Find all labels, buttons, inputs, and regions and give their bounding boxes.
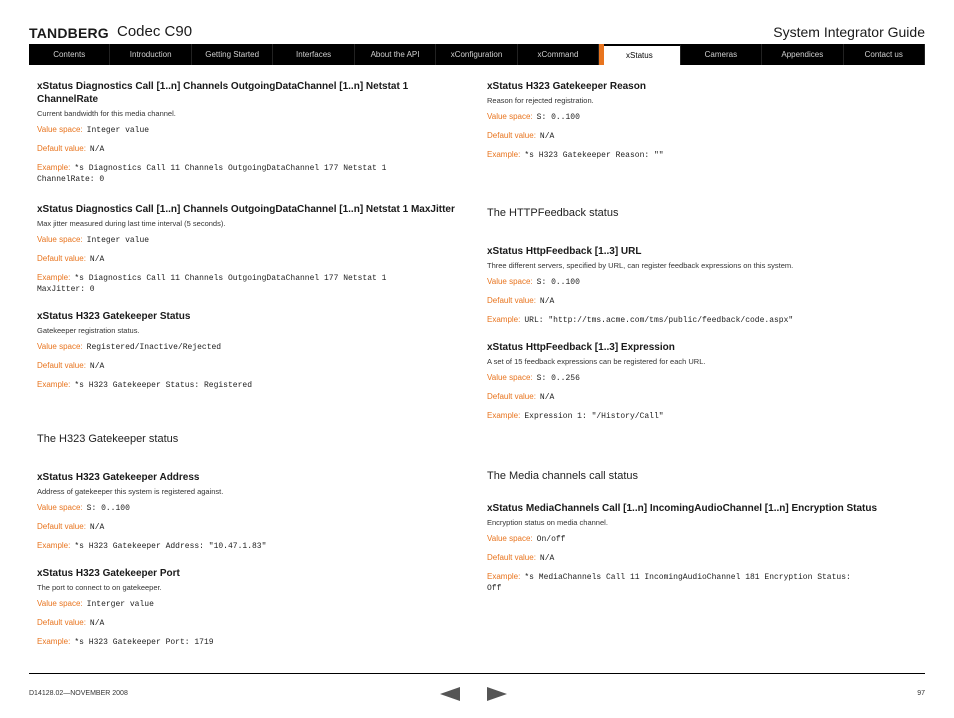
default-value-label: Default value: — [487, 553, 536, 562]
default-value: N/A — [539, 393, 555, 402]
status-entry — [37, 471, 457, 552]
default-value: N/A — [89, 619, 105, 628]
entry-title: xStatus HttpFeedback [1..3] URL — [487, 246, 642, 257]
value-space: S: 0..256 — [536, 374, 580, 383]
value-space-label: Value space: — [37, 503, 83, 512]
brand-logo: TANDBERG — [29, 25, 109, 41]
value-space: Interger value — [86, 600, 154, 609]
default-value: N/A — [539, 297, 555, 306]
status-entry — [37, 203, 457, 295]
entry-description: The port to connect to on gatekeeper. — [37, 583, 162, 592]
entry-description: Three different servers, specified by URL, can register feedback expressions on this system. — [487, 261, 794, 270]
entry-title: xStatus Diagnostics Call [1..n] Channels OutgoingDataChannel [1..n] Netstat 1 ChannelRate — [37, 81, 409, 105]
example-label: Example: — [37, 273, 71, 282]
value-space: S: 0..100 — [536, 113, 580, 122]
guide-title: System Integrator Guide — [773, 24, 925, 40]
section-heading: The H323 Gatekeeper status — [37, 433, 179, 445]
entry-title: xStatus H323 Gatekeeper Reason — [487, 81, 646, 92]
default-value-label: Default value: — [37, 361, 86, 370]
status-entry — [37, 310, 457, 391]
example-label: Example: — [37, 541, 71, 550]
default-value-label: Default value: — [37, 144, 86, 153]
entry-title: xStatus H323 Gatekeeper Port — [37, 568, 180, 579]
value-space: Integer value — [86, 126, 150, 135]
entry-title: xStatus H323 Gatekeeper Status — [37, 311, 191, 322]
tab-getting-started[interactable]: Getting Started — [192, 44, 273, 65]
tab-contact-us[interactable]: Contact us — [844, 44, 925, 65]
entry-description: Address of gatekeeper this system is registered against. — [37, 487, 224, 496]
tab-appendices[interactable]: Appendices — [762, 44, 843, 65]
example-label: Example: — [37, 380, 71, 389]
product-name: Codec C90 — [117, 23, 193, 40]
tab-contents[interactable]: Contents — [29, 44, 110, 65]
example-label: Example: — [37, 637, 71, 646]
entry-description: Max jitter measured during last time interval (5 seconds). — [37, 219, 226, 228]
previous-page-icon[interactable] — [440, 687, 460, 701]
example-label: Example: — [487, 150, 521, 159]
example-label: Example: — [487, 572, 521, 581]
value-space-label: Value space: — [37, 125, 83, 134]
default-value-label: Default value: — [37, 618, 86, 627]
tab-cameras[interactable]: Cameras — [681, 44, 762, 65]
entry-description: Encryption status on media channel. — [487, 518, 608, 527]
entry-title: xStatus H323 Gatekeeper Address — [37, 472, 200, 483]
value-space-label: Value space: — [37, 342, 83, 351]
example-label: Example: — [487, 411, 521, 420]
default-value: N/A — [539, 132, 555, 141]
value-space-label: Value space: — [487, 112, 533, 121]
value-space-label: Value space: — [37, 235, 83, 244]
tab-introduction[interactable]: Introduction — [110, 44, 191, 65]
default-value-label: Default value: — [37, 254, 86, 263]
right-column — [487, 80, 907, 609]
default-value: N/A — [89, 523, 105, 532]
example-label: Example: — [487, 315, 521, 324]
tab-interfaces[interactable]: Interfaces — [273, 44, 354, 65]
default-value-label: Default value: — [487, 296, 536, 305]
status-entry — [487, 245, 907, 326]
example-value: *s H323 Gatekeeper Status: Registered — [74, 381, 252, 390]
tab-xcommand[interactable]: xCommand — [518, 44, 599, 65]
entry-description: A set of 15 feedback expressions can be registered for each URL. — [487, 357, 706, 366]
entry-title: xStatus HttpFeedback [1..3] Expression — [487, 342, 675, 353]
value-space: Integer value — [86, 236, 150, 245]
value-space: S: 0..100 — [536, 278, 580, 287]
tab-about-the-api[interactable]: About the API — [355, 44, 436, 65]
entry-title: xStatus Diagnostics Call [1..n] Channels OutgoingDataChannel [1..n] Netstat 1 MaxJitter — [37, 204, 455, 215]
default-value: N/A — [539, 554, 555, 563]
default-value: N/A — [89, 145, 105, 154]
entry-description: Reason for rejected registration. — [487, 96, 594, 105]
value-space: On/off — [536, 535, 566, 544]
page-header — [29, 22, 925, 44]
entry-description: Gatekeeper registration status. — [37, 326, 140, 335]
status-entry — [37, 567, 457, 648]
default-value: N/A — [89, 255, 105, 264]
footer-divider — [29, 673, 925, 674]
entry-title: xStatus MediaChannels Call [1..n] IncomingAudioChannel [1..n] Encryption Status — [487, 503, 878, 514]
status-entry — [487, 80, 907, 161]
example-value: *s H323 Gatekeeper Address: "10.47.1.83" — [74, 542, 267, 551]
example-value: *s Diagnostics Call 11 Channels OutgoingDataChannel 177 Netstat 1 ChannelRate: 0 — [37, 164, 387, 184]
value-space: Registered/Inactive/Rejected — [86, 343, 222, 352]
section-heading: The HTTPFeedback status — [487, 207, 619, 219]
value-space-label: Value space: — [37, 599, 83, 608]
value-space-label: Value space: — [487, 277, 533, 286]
next-page-icon[interactable] — [487, 687, 507, 701]
tab-xconfiguration[interactable]: xConfiguration — [436, 44, 517, 65]
default-value: N/A — [89, 362, 105, 371]
page-number: 97 — [917, 690, 925, 697]
default-value-label: Default value: — [37, 522, 86, 531]
example-value: *s H323 Gatekeeper Port: 1719 — [74, 638, 214, 647]
example-value: *s MediaChannels Call 11 IncomingAudioChannel 181 Encryption Status: Off — [487, 573, 851, 593]
example-value: *s H323 Gatekeeper Reason: "" — [524, 151, 664, 160]
status-entry — [487, 341, 907, 422]
example-label: Example: — [37, 163, 71, 172]
section-heading: The Media channels call status — [487, 470, 639, 482]
value-space-label: Value space: — [487, 373, 533, 382]
value-space-label: Value space: — [487, 534, 533, 543]
example-value: URL: "http://tms.acme.com/tms/public/feedback/code.aspx" — [524, 316, 794, 325]
status-entry — [37, 80, 457, 185]
example-value: *s Diagnostics Call 11 Channels OutgoingDataChannel 177 Netstat 1 MaxJitter: 0 — [37, 274, 387, 294]
default-value-label: Default value: — [487, 392, 536, 401]
tab-xstatus[interactable]: xStatus — [599, 44, 680, 65]
value-space: S: 0..100 — [86, 504, 130, 513]
example-value: Expression 1: "/History/Call" — [524, 412, 664, 421]
top-nav — [29, 44, 925, 65]
default-value-label: Default value: — [487, 131, 536, 140]
status-entry — [487, 502, 907, 594]
entry-description: Current bandwidth for this media channel. — [37, 109, 176, 118]
document-id: D14128.02—NOVEMBER 2008 — [29, 690, 128, 697]
left-column — [37, 80, 457, 663]
